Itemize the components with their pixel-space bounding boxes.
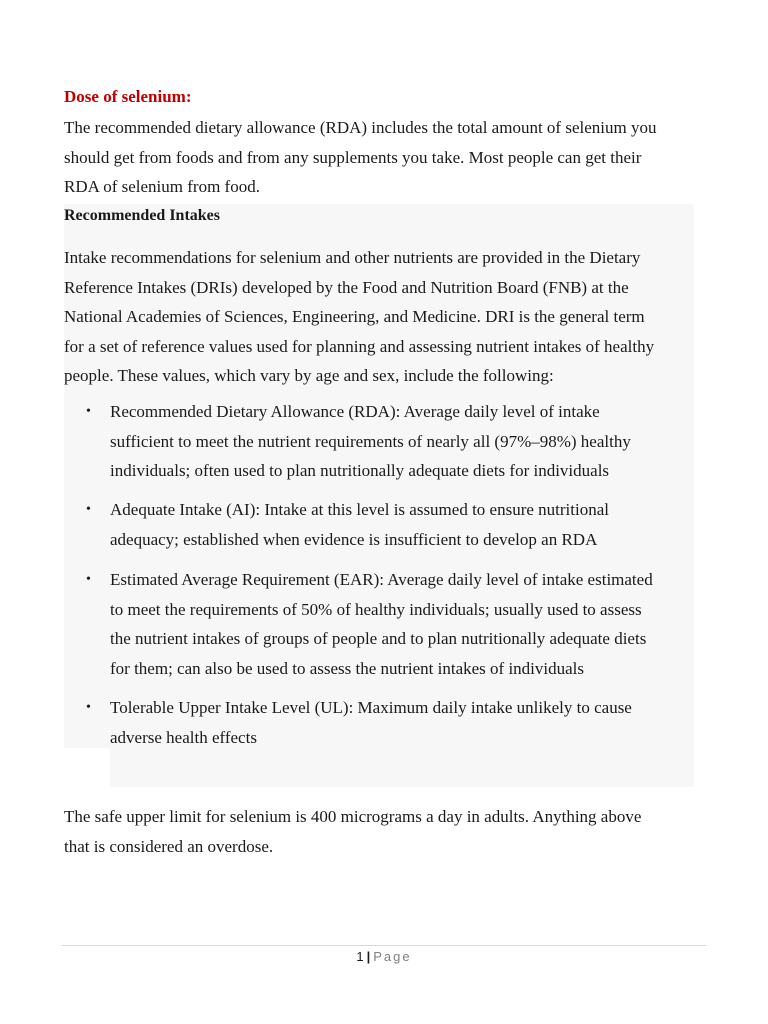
bullet-line: sufficient to meet the nutrient requirements of nearly all (97%–98%) healthy [110,431,631,451]
bullet-line: to meet the requirements of 50% of healthy individuals; usually used to assess [110,599,642,619]
bullet-text [110,693,704,752]
bullet-icon: • [86,502,91,517]
bullet-line: Recommended Dietary Allowance (RDA): Average daily level of intake [110,402,600,421]
footer-divider [62,945,706,946]
bullet-text [110,565,704,683]
bullet-text [110,397,704,486]
bullet-line: adequacy; established when evidence is insufficient to develop an RDA [110,529,598,549]
bullet-line: the nutrient intakes of groups of people and to plan nutritionally adequate diets [110,629,647,648]
bullet-line: Adequate Intake (AI): Intake at this level is assumed to ensure nutritional [110,500,609,519]
page-number: 1 [356,949,364,964]
intro-paragraph [64,113,704,202]
dri-line: people. These values, which vary by age and sex, include the following: [64,366,554,386]
page-footer [0,948,768,966]
closing-line: that is considered an overdose. [64,836,274,856]
bullet-line: Estimated Average Requirement (EAR): Average daily level of intake estimated [110,570,653,589]
page-label: Page [373,949,412,964]
dri-line: National Academies of Sciences, Engineering, and Medicine. DRI is the general term [64,307,645,327]
recommended-intakes-heading: Recommended Intakes [64,207,220,224]
intro-line: should get from foods and from any supplements you take. Most people can get their [64,147,642,167]
dri-line: Reference Intakes (DRIs) developed by the Food and Nutrition Board (FNB) at the [64,277,629,297]
footer-separator: | [366,949,371,964]
bullet-icon: • [86,404,91,419]
bullet-line: individuals; often used to plan nutritionally adequate diets for individuals [110,461,610,480]
bullet-icon: • [86,700,91,715]
bullet-line: for them; can also be used to assess the nutrient intakes of individuals [110,658,585,678]
dri-paragraph [64,243,704,391]
dri-line: for a set of reference values used for planning and assessing nutrient intakes of healthy [64,336,655,356]
bullet-icon: • [86,572,91,587]
bullet-line: Tolerable Upper Intake Level (UL): Maximum daily intake unlikely to cause [110,698,632,717]
closing-line: The safe upper limit for selenium is 400 micrograms a day in adults. Anything above [64,807,642,826]
bullet-text [110,495,704,554]
intro-line: RDA of selenium from food. [64,177,260,196]
intro-line: The recommended dietary allowance (RDA) includes the total amount of selenium you [64,118,657,137]
bullet-line: adverse health effects [110,727,257,747]
dri-line: Intake recommendations for selenium and other nutrients are provided in the Dietary [64,248,641,267]
section-heading: Dose of selenium: [64,87,192,106]
closing-paragraph [64,802,704,861]
